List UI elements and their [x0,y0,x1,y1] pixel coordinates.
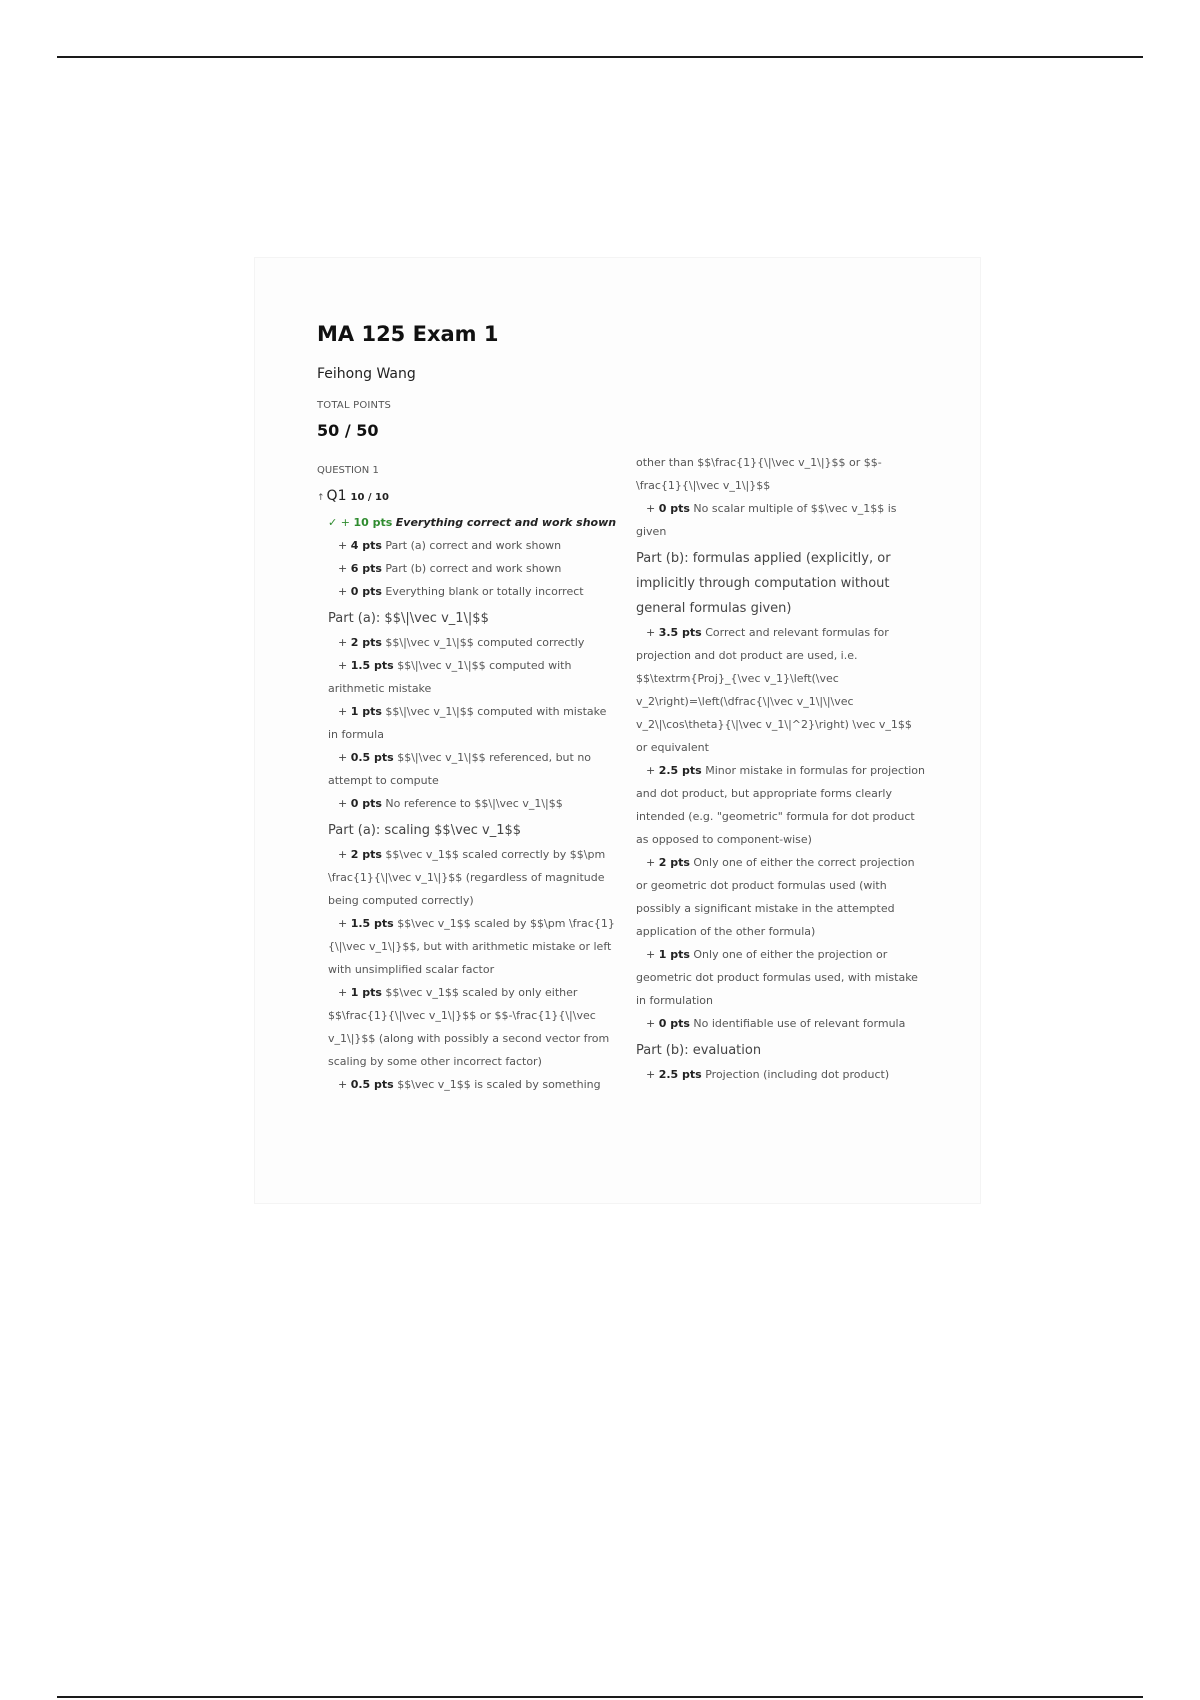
rubric-points: 2 pts [658,856,690,869]
rubric-right-column [636,451,926,1086]
plus-icon: + [338,659,348,672]
rubric-desc: Only one of either the projection or geometric dot product formulas used, with mistake in formulation [636,948,918,1007]
exam-page [255,258,980,1203]
rubric-points: 6 pts [350,562,382,575]
rubric-item [636,621,926,759]
rubric-points: 1.5 pts [350,917,394,930]
rubric-item [636,851,926,943]
question-name: Q1 [326,488,347,504]
rubric-points: 0 pts [350,585,382,598]
top-rule [57,56,1143,58]
section-heading: Part (a): $$\|\vec v_1\|$$ [328,611,489,626]
rubric-desc: $$\|\vec v_1\|$$ computed with arithmetic mistake [328,659,572,695]
rubric-desc: $$\|\vec v_1\|$$ computed with mistake in formula [328,705,607,741]
rubric-item [328,654,618,700]
plus-icon: + [646,948,656,961]
rubric-points: 4 pts [350,539,382,552]
plus-icon: + [338,848,348,861]
plus-icon: + [338,539,348,552]
rubric-points: 2 pts [350,636,382,649]
plus-icon: + [646,856,656,869]
rubric-item [636,1063,926,1086]
bottom-rule [57,1696,1143,1698]
rubric-item [636,1012,926,1035]
rubric-item [328,981,618,1073]
rubric-points: 2.5 pts [658,764,702,777]
question-header [317,488,389,504]
rubric-item [328,580,618,603]
total-points-value: 50 / 50 [317,421,379,440]
rubric-item [328,746,618,792]
plus-icon: + [338,797,348,810]
section-heading: Part (b): evaluation [636,1043,762,1058]
plus-icon: + [338,562,348,575]
plus-icon: + [646,626,656,639]
rubric-desc: Only one of either the correct projection or geometric dot product formulas used (with possibly a significant mistake in the attempted application of the other formula) [636,856,915,938]
rubric-desc: $$\vec v_1$$ scaled by $$\pm \frac{1}{\|\vec v_1\|}$$, but with arithmetic mistake or left with unsimplified scalar factor [328,917,615,976]
total-points-label: TOTAL POINTS [317,400,392,411]
rubric-desc: No scalar multiple of $$\vec v_1$$ is given [636,502,897,538]
plus-icon: + [646,764,656,777]
rubric-desc: $$\vec v_1$$ scaled by only either $$\frac{1}{\|\vec v_1\|}$$ or $$-\frac{1}{\|\vec v_1\|}$$ (along with possibly a second vector from scaling by some other incorrect factor) [328,986,610,1068]
rubric-item [636,943,926,1012]
plus-icon: + [646,502,656,515]
plus-icon: + [338,1078,348,1091]
rubric-desc: $$\vec v_1$$ is scaled by something [397,1078,601,1091]
rubric-item [328,843,618,912]
rubric-desc: Everything blank or totally incorrect [385,585,584,598]
rubric-item [328,912,618,981]
rubric-item [328,792,618,815]
rubric-item [328,534,618,557]
rubric-points: 10 pts [353,516,393,529]
rubric-left-column [328,511,618,1096]
question-score: 10 / 10 [350,492,389,503]
rubric-points: 0.5 pts [350,751,394,764]
rubric-item [328,557,618,580]
rubric-desc: Projection (including dot product) [705,1068,890,1081]
rubric-desc: $$\vec v_1$$ scaled correctly by $$\pm \frac{1}{\|\vec v_1\|}$$ (regardless of magnitude being computed correctly) [328,848,606,907]
rubric-item [328,1073,618,1096]
rubric-item-selected [328,511,618,534]
plus-icon: + [646,1017,656,1030]
rubric-points: 0 pts [658,502,690,515]
question-label: QUESTION 1 [317,465,379,476]
rubric-points: 2.5 pts [658,1068,702,1081]
rubric-points: 0 pts [658,1017,690,1030]
rubric-points: 1 pts [350,705,382,718]
plus-icon: + [338,636,348,649]
rubric-points: 1 pts [350,986,382,999]
rubric-item [328,700,618,746]
plus-icon: + [338,705,348,718]
plus-icon: + [338,585,348,598]
rubric-desc: $$\|\vec v_1\|$$ computed correctly [385,636,585,649]
rubric-continuation: other than $$\frac{1}{\|\vec v_1\|}$$ or $$-\frac{1}{\|\vec v_1\|}$$ [636,456,882,492]
rubric-desc: No identifiable use of relevant formula [693,1017,906,1030]
rubric-points: 1.5 pts [350,659,394,672]
rubric-desc: No reference to $$\|\vec v_1\|$$ [385,797,563,810]
plus-icon: + [646,1068,656,1081]
rubric-desc: Part (b) correct and work shown [385,562,562,575]
plus-icon: + [338,986,348,999]
check-icon: ✓ + [328,516,350,529]
plus-icon: + [338,917,348,930]
student-name: Feihong Wang [317,366,416,382]
section-heading: Part (a): scaling $$\vec v_1$$ [328,823,522,838]
rubric-desc: Minor mistake in formulas for projection and dot product, but appropriate forms clearly intended (e.g. "geometric" formula for dot product as opposed to component-wise) [636,764,926,846]
rubric-points: 2 pts [350,848,382,861]
rubric-points: 1 pts [658,948,690,961]
rubric-item [636,759,926,851]
rubric-points: 0 pts [350,797,382,810]
rubric-desc: Everything correct and work shown [395,516,617,529]
rubric-item [328,631,618,654]
rubric-points: 0.5 pts [350,1078,394,1091]
exam-title: MA 125 Exam 1 [317,322,499,346]
plus-icon: + [338,751,348,764]
section-heading: Part (b): formulas applied (explicitly, or implicitly through computation without general formulas given) [636,551,891,616]
rubric-desc: Correct and relevant formulas for projection and dot product are used, i.e. $$\textrm{Proj}_{\vec v_1}\left(\vec v_2\right)=\left(\dfrac{\|\vec v_1\|\|\vec v_2\|\cos\theta}{\|\vec v_1\|^2}\right) \vec v_1$$ or equivalent [636,626,912,754]
rubric-desc: $$\|\vec v_1\|$$ referenced, but no attempt to compute [328,751,592,787]
caret-icon: ↑ [317,493,325,503]
rubric-points: 3.5 pts [658,626,702,639]
rubric-desc: Part (a) correct and work shown [385,539,562,552]
rubric-item [636,497,926,543]
